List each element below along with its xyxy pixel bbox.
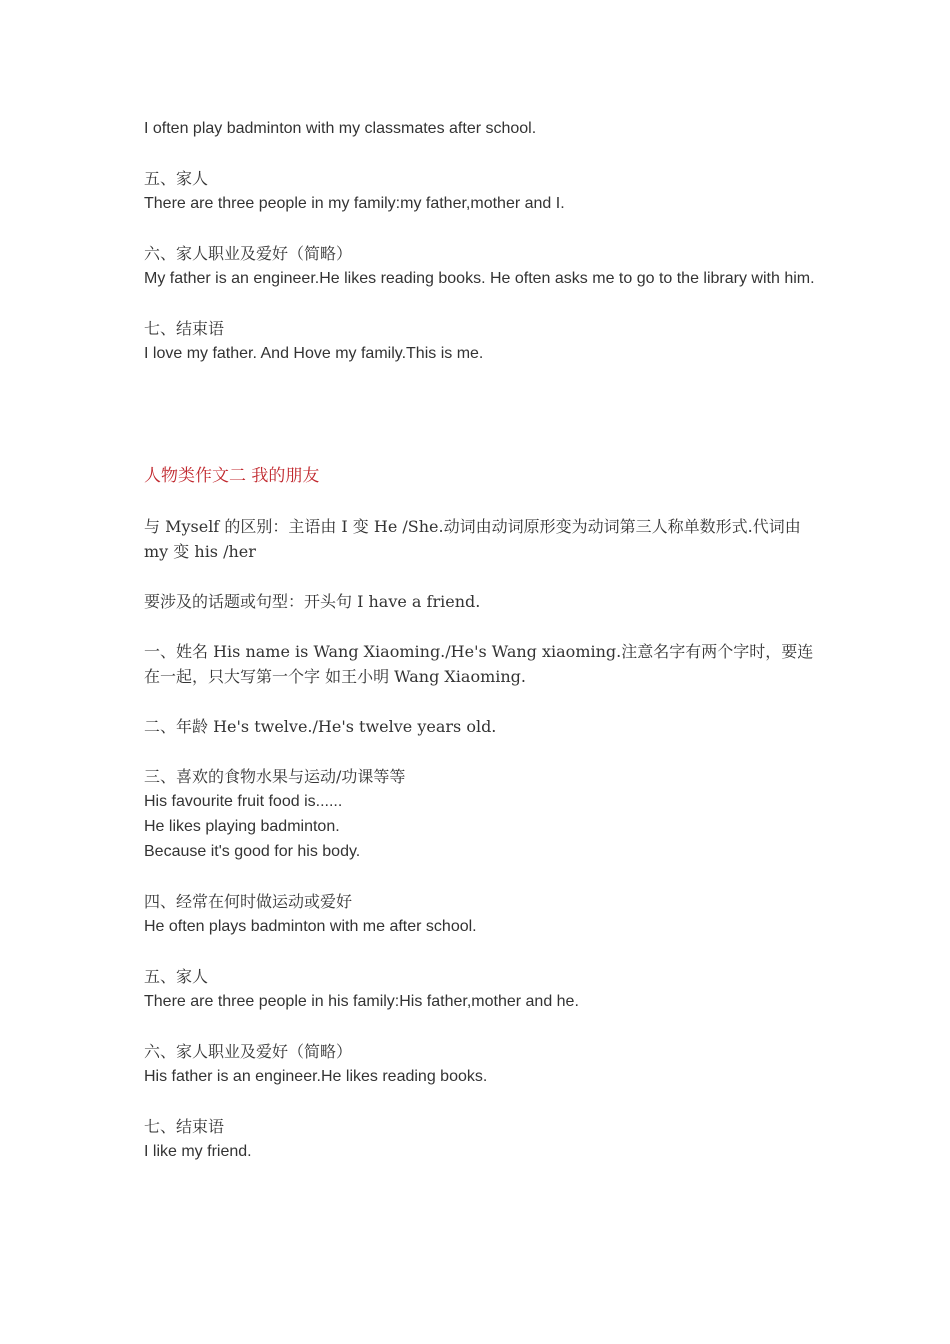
- ending-heading: 七、结束语: [144, 319, 225, 338]
- likes-line: Because it's good for his body.: [144, 843, 361, 860]
- job-heading: 六、家人职业及爱好（简略）: [144, 1042, 353, 1061]
- ending-sentence: I like my friend.: [144, 1143, 252, 1160]
- topics-note: 要涉及的话题或句型：开头句 I have a friend.: [144, 592, 481, 611]
- job-sentence: My father is an engineer.He likes reading books. He often asks me to go to the library with him.: [144, 270, 815, 287]
- likes-line: His favourite fruit food is......: [144, 793, 343, 810]
- job-sentence: His father is an engineer.He likes reading books.: [144, 1068, 488, 1085]
- when-sentence: He often plays badminton with me after school.: [144, 918, 477, 935]
- name-note: 一、姓名 His name is Wang Xiaoming./He's Wang xiaoming.注意名字有两个字时，要连在一起，只大写第一个字 如王小明 Wang Xiaoming.: [144, 642, 814, 686]
- family-sentence: There are three people in my family:my father,mother and I.: [144, 195, 565, 212]
- difference-note: 与 Myself 的区别：主语由 I 变 He /She.动词由动词原形变为动词第三人称单数形式.代词由 my 变 his /her: [144, 517, 801, 561]
- hobby-sentence: I often play badminton with my classmates after school.: [144, 120, 537, 137]
- family-heading: 五、家人: [144, 967, 209, 986]
- ending-heading: 七、结束语: [144, 1117, 225, 1136]
- when-heading: 四、经常在何时做运动或爱好: [144, 892, 353, 911]
- likes-heading: 三、喜欢的食物水果与运动/功课等等: [144, 767, 406, 786]
- family-sentence: There are three people in his family:His father,mother and he.: [144, 993, 579, 1010]
- job-heading: 六、家人职业及爱好（简略）: [144, 244, 353, 263]
- document-page: [144, 116, 824, 1164]
- section-title: 人物类作文二 我的朋友: [144, 466, 320, 486]
- likes-line: He likes playing badminton.: [144, 818, 340, 835]
- age-note: 二、年龄 He's twelve./He's twelve years old.: [144, 717, 497, 736]
- family-heading: 五、家人: [144, 169, 209, 188]
- ending-sentence: I love my father. And Hove my family.This is me.: [144, 345, 484, 362]
